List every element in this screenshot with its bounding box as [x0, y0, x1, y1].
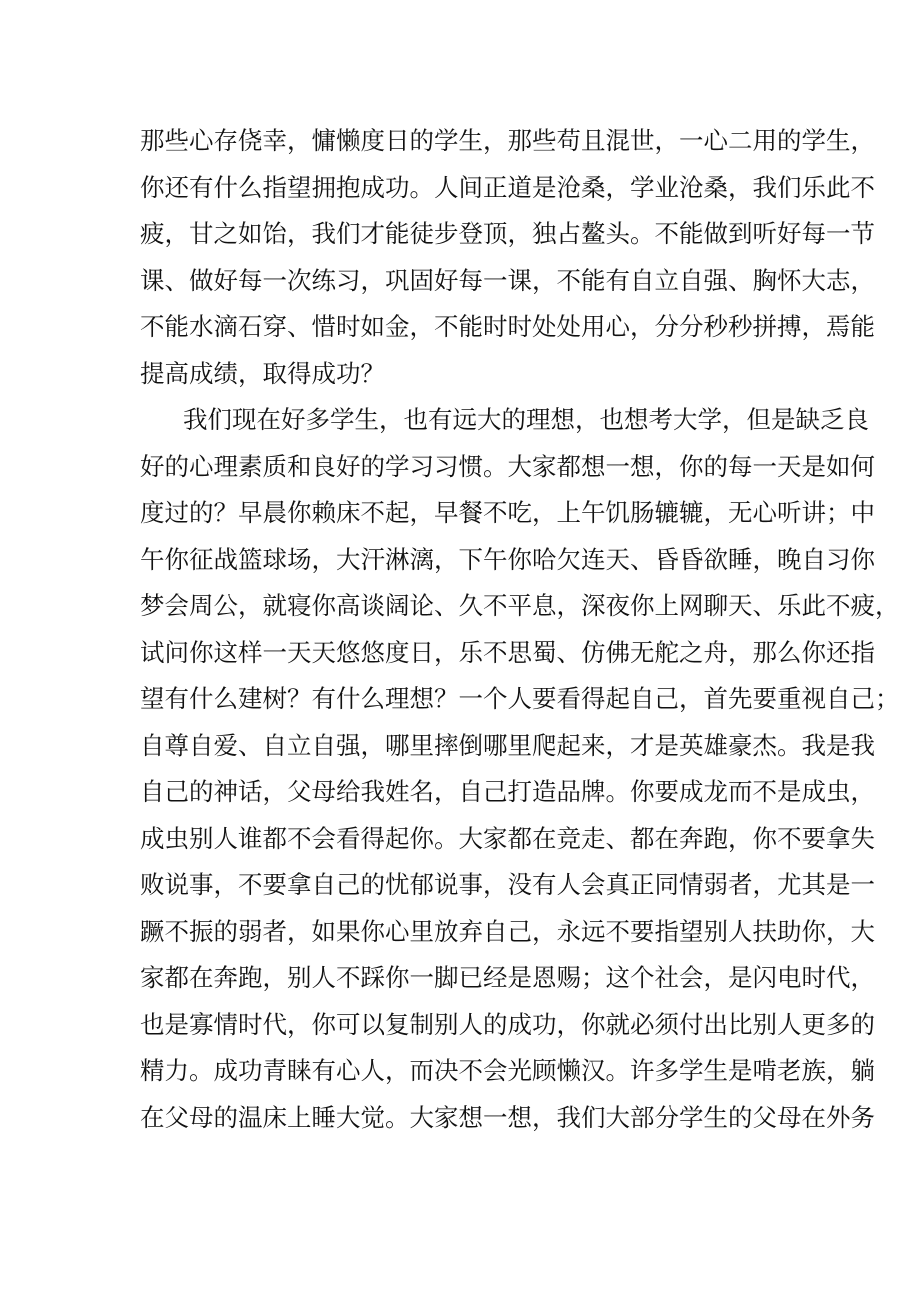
- text-line: 度过的？早晨你赖床不起，早餐不吃，上午饥肠辘辘，无心听讲；中: [140, 498, 875, 527]
- text-line: 那些心存侥幸，慵懒度日的学生，那些苟且混世，一心二用的学生，: [140, 126, 875, 155]
- text-line: 在父母的温床上睡大觉。大家想一想，我们大部分学生的父母在外务: [140, 1102, 875, 1132]
- text-line: 自己的神话，父母给我姓名，自己打造品牌。你要成龙而不是成虫，: [140, 777, 875, 806]
- text-line: 试问你这样一天天悠悠度日，乐不思蜀、仿佛无舵之舟，那么你还指: [140, 637, 875, 667]
- text-line: 梦会周公，就寝你高谈阔论、久不平息，深夜你上网聊天、乐此不疲，: [140, 591, 900, 620]
- text-line: 好的心理素质和良好的学习习惯。大家都想一想，你的每一天是如何: [140, 451, 875, 481]
- text-line: 自尊自爱、自立自强，哪里摔倒哪里爬起来，才是英雄豪杰。我是我: [140, 730, 875, 760]
- text-line: 败说事，不要拿自己的忧郁说事，没有人会真正同情弱者，尤其是一: [140, 870, 875, 899]
- text-line: 家都在奔跑，别人不踩你一脚已经是恩赐；这个社会，是闪电时代，: [140, 963, 875, 992]
- paragraph-2: [140, 397, 900, 1141]
- text-line: 你还有什么指望拥抱成功。人间正道是沧桑，学业沧桑，我们乐此不: [140, 172, 875, 202]
- text-line: 蹶不振的弱者，如果你心里放弃自己，永远不要指望别人扶助你，大: [140, 916, 875, 946]
- text-line: 精力。成功青睐有心人，而决不会光顾懒汉。许多学生是啃老族，躺: [140, 1056, 875, 1085]
- text-line: 课、做好每一次练习，巩固好每一课，不能有自立自强、胸怀大志，: [140, 265, 875, 295]
- text-line: 不能水滴石穿、惜时如金，不能时时处处用心，分分秒秒拼搏，焉能: [140, 312, 875, 341]
- text-line: 望有什么建树？有什么理想？一个人要看得起自己，首先要重视自己；: [140, 684, 900, 713]
- text-line: 提高成绩，取得成功？: [140, 358, 385, 388]
- text-line: 疲，甘之如饴，我们才能徒步登顶，独占鳌头。不能做到听好每一节: [140, 219, 875, 248]
- text-line: 我们现在好多学生，也有远大的理想，也想考大学，但是缺乏良: [183, 405, 869, 434]
- text-line: 午你征战篮球场，大汗淋漓，下午你哈欠连天、昏昏欲睡，晚自习你: [140, 544, 875, 574]
- paragraph-1: [140, 118, 875, 397]
- document-body: [140, 118, 900, 1141]
- text-line: 成虫别人谁都不会看得起你。大家都在竞走、都在奔跑，你不要拿失: [140, 823, 875, 853]
- text-line: 也是寡情时代，你可以复制别人的成功，你就必须付出比别人更多的: [140, 1009, 875, 1039]
